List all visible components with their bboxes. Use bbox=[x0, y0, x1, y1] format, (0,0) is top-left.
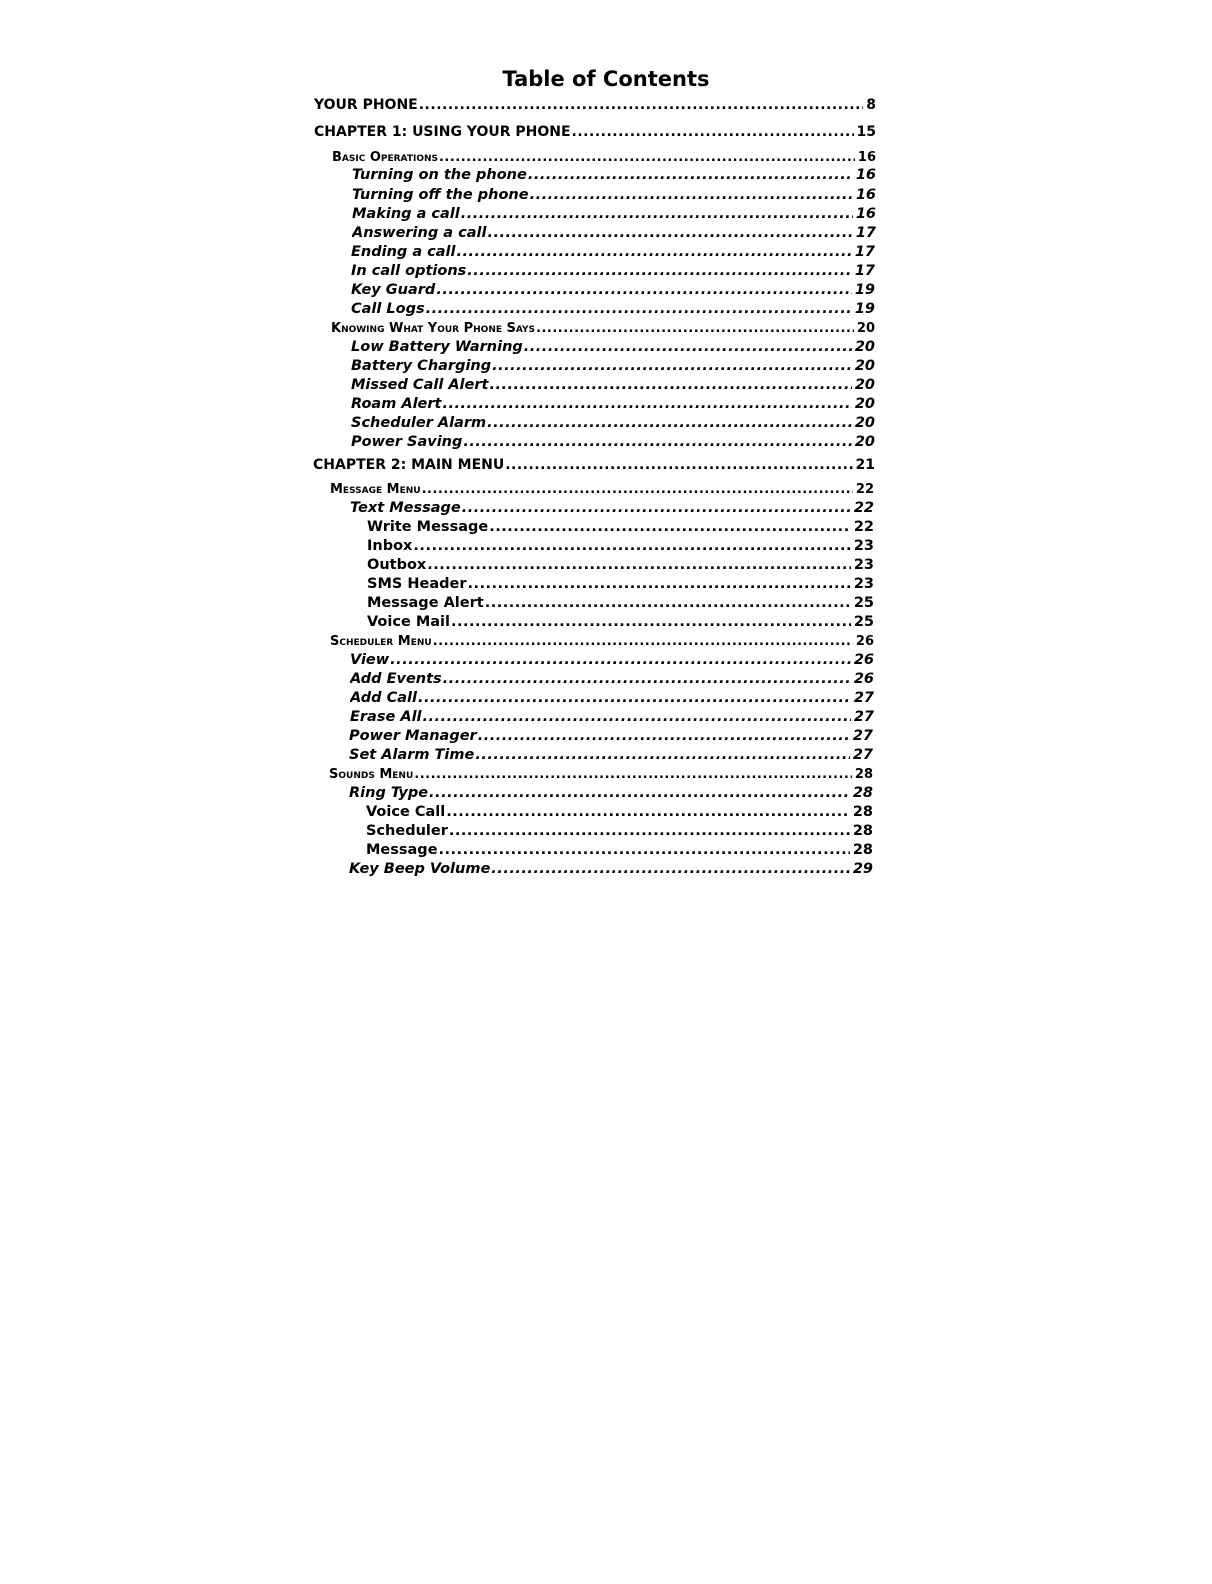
toc-entry bbox=[351, 433, 875, 452]
toc-entry bbox=[351, 262, 875, 281]
dot-leader bbox=[449, 822, 850, 841]
toc-entry-label: Ending a call bbox=[351, 244, 456, 260]
toc-entry bbox=[367, 518, 874, 537]
toc-entry bbox=[367, 575, 874, 594]
toc-entry bbox=[350, 651, 874, 670]
toc-entry-page: 27 bbox=[853, 690, 874, 706]
dot-leader bbox=[489, 376, 851, 395]
toc-entry bbox=[330, 480, 874, 499]
dot-leader bbox=[443, 670, 851, 689]
toc-entry-page: 25 bbox=[853, 595, 874, 611]
toc-entry bbox=[351, 395, 875, 414]
toc-entry-page: 19 bbox=[854, 301, 875, 317]
toc-entry bbox=[367, 537, 874, 556]
toc-entry-page: 20 bbox=[854, 415, 875, 431]
toc-entry-label: Voice Mail bbox=[367, 614, 450, 630]
dot-leader bbox=[418, 689, 851, 708]
toc-entry-page: 28 bbox=[852, 823, 873, 839]
toc-entry-label: Write Message bbox=[367, 519, 489, 535]
dot-leader bbox=[528, 166, 853, 185]
toc-entry-label: Add Events bbox=[350, 671, 442, 687]
dot-leader bbox=[422, 480, 853, 499]
toc-entry-page: 29 bbox=[852, 861, 873, 877]
toc-entry-label: Add Call bbox=[350, 690, 417, 706]
dot-leader bbox=[487, 224, 852, 243]
toc-entry bbox=[350, 499, 874, 518]
toc-entry-label: Outbox bbox=[367, 557, 427, 573]
toc-entry-page: 23 bbox=[853, 576, 874, 592]
dot-leader bbox=[390, 651, 851, 670]
toc-entry bbox=[349, 746, 873, 765]
toc-entry bbox=[367, 594, 874, 613]
dot-leader bbox=[478, 727, 850, 746]
toc-entry-label: Answering a call bbox=[352, 225, 487, 241]
toc-entry-label: Basic Operations bbox=[332, 150, 438, 165]
dot-leader bbox=[530, 186, 853, 205]
toc-entry-page: 20 bbox=[854, 339, 875, 355]
toc-entry-label: View bbox=[350, 652, 390, 668]
toc-entry-label: Scheduler bbox=[366, 823, 448, 839]
toc-entry-label: CHAPTER 1: USING YOUR PHONE bbox=[314, 124, 571, 140]
toc-entry-page: 17 bbox=[855, 225, 876, 241]
dot-leader bbox=[489, 518, 851, 537]
dot-leader bbox=[414, 765, 852, 784]
toc-entry-page: 26 bbox=[853, 671, 874, 687]
toc-entry-label: Voice Call bbox=[366, 804, 446, 820]
toc-entry-label: CHAPTER 2: MAIN MENU bbox=[313, 457, 505, 473]
toc-entry bbox=[352, 224, 876, 243]
dot-leader bbox=[451, 613, 851, 632]
dot-leader bbox=[442, 395, 851, 414]
toc-entry bbox=[349, 727, 873, 746]
toc-entry-page: 25 bbox=[853, 614, 874, 630]
toc-entry-page: 17 bbox=[854, 263, 875, 279]
toc-entry bbox=[350, 708, 874, 727]
toc-entry bbox=[351, 414, 875, 433]
toc-entry-page: 28 bbox=[852, 842, 873, 858]
toc-entry-label: Ring Type bbox=[349, 785, 429, 801]
dot-leader bbox=[429, 784, 850, 803]
toc-entry-page: 16 bbox=[855, 167, 876, 183]
toc-entry-page: 28 bbox=[852, 804, 873, 820]
toc-entry bbox=[351, 243, 875, 262]
dot-leader bbox=[426, 300, 852, 319]
dot-leader bbox=[505, 456, 852, 475]
toc-entry-page: 16 bbox=[855, 206, 876, 222]
dot-leader bbox=[524, 338, 852, 357]
toc-entry-label: YOUR PHONE bbox=[314, 97, 418, 113]
toc-entry-label: Key Beep Volume bbox=[349, 861, 491, 877]
dot-leader bbox=[467, 262, 852, 281]
toc-entry-page: 26 bbox=[853, 652, 874, 668]
toc-entry-page: 22 bbox=[853, 500, 874, 516]
dot-leader bbox=[462, 499, 851, 518]
toc-entry bbox=[349, 860, 873, 879]
dot-leader bbox=[439, 148, 855, 167]
toc-entry-label: Message Alert bbox=[367, 595, 484, 611]
toc-entry bbox=[352, 186, 876, 205]
toc-entry-page: 27 bbox=[852, 728, 873, 744]
toc-entry-page: 20 bbox=[854, 358, 875, 374]
toc-entry bbox=[350, 670, 874, 689]
dot-leader bbox=[467, 575, 850, 594]
toc-entry-label: Call Logs bbox=[351, 301, 425, 317]
toc-entry-label: Sounds Menu bbox=[329, 767, 414, 782]
toc-entry-label: Text Message bbox=[350, 500, 461, 516]
toc-entry-label: Scheduler Menu bbox=[330, 634, 432, 649]
dot-leader bbox=[423, 708, 851, 727]
toc-entry-page: 20 bbox=[854, 434, 875, 450]
dot-leader bbox=[461, 205, 853, 224]
dot-leader bbox=[419, 96, 864, 115]
toc-entry-page: 17 bbox=[854, 244, 875, 260]
toc-entry-page: 16 bbox=[857, 150, 876, 165]
toc-entry-page: 28 bbox=[852, 785, 873, 801]
toc-entry bbox=[351, 357, 875, 376]
dot-leader bbox=[427, 556, 851, 575]
dot-leader bbox=[487, 414, 852, 433]
toc-entry-label: Scheduler Alarm bbox=[351, 415, 487, 431]
toc-entry-page: 20 bbox=[856, 321, 875, 336]
toc-entry-label: Roam Alert bbox=[351, 396, 442, 412]
toc-entry bbox=[330, 632, 874, 651]
toc-entry-page: 23 bbox=[853, 557, 874, 573]
dot-leader bbox=[456, 243, 851, 262]
dot-leader bbox=[439, 841, 850, 860]
toc-entry-label: Inbox bbox=[367, 538, 413, 554]
dot-leader bbox=[446, 803, 850, 822]
toc-entry bbox=[351, 300, 875, 319]
toc-entry-page: 22 bbox=[853, 519, 874, 535]
toc-entry-label: Making a call bbox=[352, 206, 460, 222]
toc-entry-page: 20 bbox=[854, 377, 875, 393]
toc-entry-label: Erase All bbox=[350, 709, 422, 725]
toc-entry-page: 19 bbox=[854, 282, 875, 298]
dot-leader bbox=[475, 746, 849, 765]
toc-entry bbox=[367, 556, 874, 575]
toc-entry-label: Turning off the phone bbox=[352, 187, 529, 203]
dot-leader bbox=[485, 594, 851, 613]
toc-entry bbox=[366, 841, 873, 860]
toc-title: Table of Contents bbox=[502, 67, 710, 91]
toc-entry bbox=[351, 338, 875, 357]
toc-entry-page: 23 bbox=[853, 538, 874, 554]
toc-entry bbox=[332, 148, 876, 167]
toc-entry bbox=[329, 765, 873, 784]
dot-leader bbox=[572, 123, 854, 142]
toc-entry bbox=[352, 166, 876, 185]
toc-entry-label: Power Manager bbox=[349, 728, 477, 744]
toc-entry-label: Battery Charging bbox=[351, 358, 492, 374]
toc-entry bbox=[367, 613, 874, 632]
dot-leader bbox=[433, 632, 853, 651]
toc-entry bbox=[314, 96, 876, 115]
toc-entry-label: Power Saving bbox=[351, 434, 463, 450]
toc-entry-page: 8 bbox=[866, 97, 876, 113]
toc-entry bbox=[366, 822, 873, 841]
toc-entry bbox=[351, 376, 875, 395]
toc-entry-page: 16 bbox=[855, 187, 876, 203]
toc-entry-page: 15 bbox=[856, 124, 876, 140]
toc-entry-page: 21 bbox=[855, 457, 875, 473]
toc-entry-label: Missed Call Alert bbox=[351, 377, 489, 393]
toc-entry bbox=[366, 803, 873, 822]
toc-entry-page: 20 bbox=[854, 396, 875, 412]
toc-entry-label: Knowing What Your Phone Says bbox=[331, 321, 535, 336]
dot-leader bbox=[492, 357, 852, 376]
toc-entry-page: 27 bbox=[853, 709, 874, 725]
toc-entry-label: Message bbox=[366, 842, 438, 858]
toc-entry-label: Message Menu bbox=[330, 482, 421, 497]
toc-entry bbox=[350, 689, 874, 708]
toc-entry bbox=[351, 281, 875, 300]
toc-entry-page: 27 bbox=[852, 747, 873, 763]
toc-entry bbox=[313, 456, 875, 475]
toc-entry-page: 22 bbox=[855, 482, 874, 497]
toc-entry-label: SMS Header bbox=[367, 576, 467, 592]
toc-entry-label: Key Guard bbox=[351, 282, 436, 298]
dot-leader bbox=[463, 433, 851, 452]
toc-entry bbox=[352, 205, 876, 224]
toc-entry-label: In call options bbox=[351, 263, 467, 279]
toc-entry bbox=[331, 319, 875, 338]
toc-entry-label: Low Battery Warning bbox=[351, 339, 523, 355]
dot-leader bbox=[413, 537, 850, 556]
toc-entry-page: 28 bbox=[854, 767, 873, 782]
toc-entry-label: Turning on the phone bbox=[352, 167, 527, 183]
toc-entry bbox=[314, 123, 876, 142]
dot-leader bbox=[491, 860, 850, 879]
toc-entry-label: Set Alarm Time bbox=[349, 747, 475, 763]
toc-entry bbox=[349, 784, 873, 803]
dot-leader bbox=[436, 281, 851, 300]
toc-entry-page: 26 bbox=[855, 634, 874, 649]
dot-leader bbox=[536, 319, 854, 338]
